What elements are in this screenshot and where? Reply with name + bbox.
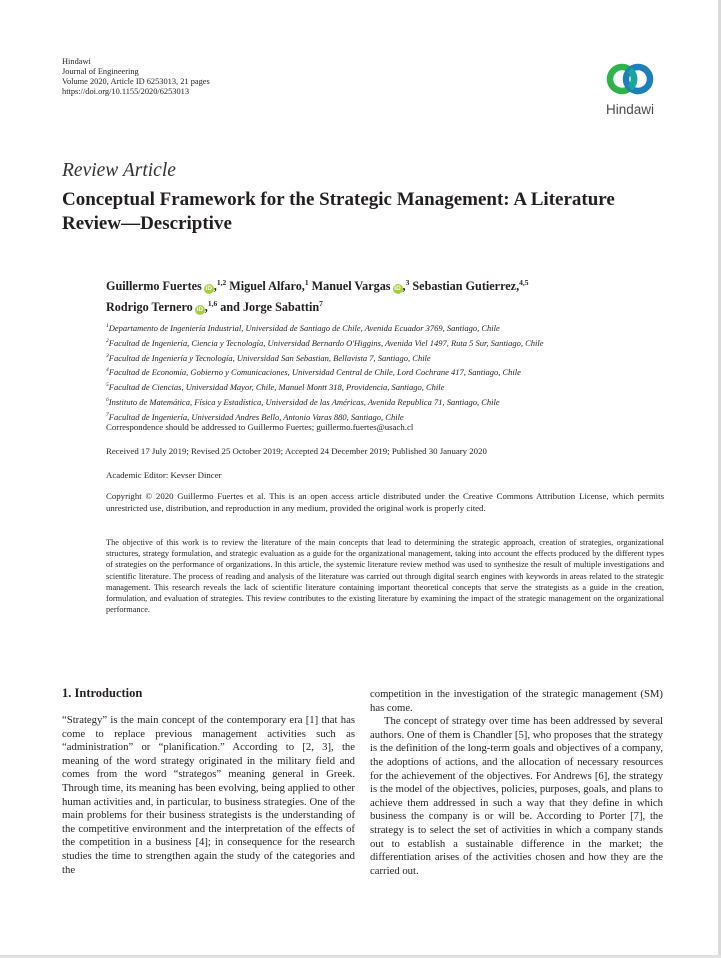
orcid-icon[interactable]: iD <box>394 285 401 293</box>
author-entry <box>220 300 323 314</box>
affiliation-number: 2 <box>106 337 109 344</box>
section-heading: 1. Introduction <box>62 686 143 700</box>
correspondence-line: Correspondence should be addressed to Guillermo Fuertes; guillermo.fuertes@usach.cl <box>106 422 414 432</box>
affiliation-number: 5 <box>106 382 109 389</box>
hindawi-logo <box>600 58 660 120</box>
affiliation-text: Facultad de Ingeniería y Tecnología, Universidad San Sebastian, Bellavista 7, Santiago, Chile <box>108 352 431 363</box>
body-column-right <box>370 688 663 878</box>
author-name[interactable]: Guillermo Fuertes <box>106 279 202 294</box>
affiliation-number: 7 <box>106 411 109 418</box>
author-affiliation-ref: 7 <box>319 299 323 309</box>
affiliation-text: Instituto de Matemática, Física y Estadística, Universidad de las Américas, Avenida Republica 71, Santiago, Chile <box>108 396 500 407</box>
author-affiliation-ref: 4,5 <box>519 278 529 287</box>
author-name[interactable]: Manuel Vargas <box>311 279 391 294</box>
author-affiliation-ref: 1,2 <box>216 278 227 287</box>
affiliation-list <box>106 320 686 424</box>
author-name[interactable]: Sebastian Gutierrez, <box>412 279 520 294</box>
author-entry <box>412 279 528 293</box>
dates-line: Received 17 July 2019; Revised 25 October 2019; Accepted 24 December 2019; Published 30 January 2020 <box>106 446 487 456</box>
author-entry <box>229 279 311 293</box>
affiliation-number: 3 <box>106 352 109 359</box>
body-paragraph: “Strategy” is the main concept of the contemporary era [1] that has come to replace previous management activities such as “administration” or “planification.” According to [2, 3], the meaning of the word strategy originated in the military field and comes from the word “strategos” meaning general in Greek. Through time, its meaning has been evolving, being applied to other human activities and, in particular, to business strategies. One of the main problems for their business strategists is the understanding of the competitive environment and the interpretation of the effects of the competition in a business [4]; in consequence for the research studies the time to strengthen again the study of the categories and the <box>62 714 355 876</box>
abstract: The objective of this work is to review the literature of the main concepts that lead to determining the strategic approach, creation of strategies, organizational structures, strategy formulation, and strategic evaluation as a guide for the organizational management, taking into account the effects produced by the different types of strategies on the performance of organizations. In this article, the systemic literature review method was used to synthesize the result of multiple investigations and scientific literature. The process of reading and analysis of the literature was carried out through digital search engines with keywords in areas related to the strategic management. This research reveals the lack of scientific literature containing important theoretical concepts that serve the strategists as a guide in the creation, formulation, and evaluation of strategies. This review contributes to the existing literature by examining the impact of the strategic management on the organizational performance. <box>106 538 664 615</box>
doi-link[interactable]: https://doi.org/10.1155/2020/6253013 <box>62 87 190 96</box>
author-entry: Rodrigo Ternero iD ,$^{1,6}$ <box>106 299 218 315</box>
academic-editor: Academic Editor: Kevser Dincer <box>106 470 222 480</box>
affiliation-item <box>106 394 686 409</box>
author-entry: Guillermo Fuertes iD ,$^{1,2}$ <box>106 278 227 294</box>
affiliation-text: Facultad de Ingeniería, Ciencia y Tecnología, Universidad Bernardo O'Higgins, Avenida Viel 1497, Ruta 5 Sur, Santiago, Chile <box>108 337 544 348</box>
author-name[interactable]: Miguel Alfaro, <box>229 279 305 294</box>
affiliation-item <box>106 350 686 365</box>
affiliation-text: Facultad de Ciencias, Universidad Mayor, Chile, Manuel Montt 318, Providencia, Santiago, Chile <box>108 382 445 393</box>
affiliation-item <box>106 320 686 335</box>
author-entry: Manuel Vargas iD ,$^3$ <box>311 278 410 294</box>
affiliation-number: 4 <box>106 367 109 374</box>
author-affiliation-ref: 1 <box>304 278 309 287</box>
orcid-icon[interactable]: iD <box>205 285 213 293</box>
affiliation-number: 1 <box>106 323 109 329</box>
journal-name: Journal of Engineering <box>62 67 139 76</box>
author-affiliation-ref: 1,6 <box>207 299 218 309</box>
hindawi-logo-icon <box>606 58 654 100</box>
affiliation-text: Departamento de Ingeniería Industrial, Universidad de Santiago de Chile, Avenida Ecuador 3769, Santiago, Chile <box>108 322 500 333</box>
affiliation-text: Facultad de Economía, Gobierno y Comunicaciones, Universidad Central de Chile, Lord Cochrane 417, Santiago, Chile <box>108 367 521 378</box>
copyright-notice: Copyright © 2020 Guillermo Fuertes et al. This is an open access article distributed under the Creative Commons Attribution License, which permits unrestricted use, distribution, and reproduction in any medium, provided the original work is properly cited. <box>106 491 664 514</box>
body-paragraph: The concept of strategy over time has been addressed by several authors. One of them is Chandler [5], who proposes that the strategy is the definition of the long-term goals and objectives of a company, the adoptions of actions, and the allocation of necessary resources for the achievement of the objectives. For Andrews [6], the strategy is the model of the objectives, policies, purposes, goals, and plans to achieve them addressed in such a way that they define in which business the company is or will be. According to Porter [7], the strategy is to select the set of activities in which a company stands out to establish a sustainable difference in the market; the differentiation arises of the activities chosen and how they are the carried out. <box>370 715 663 877</box>
logo-wordmark: Hindawi <box>605 102 655 117</box>
affiliation-number: 6 <box>106 397 109 404</box>
author-list <box>106 274 666 316</box>
article-type: Review Article <box>62 160 176 181</box>
affiliation-item <box>106 364 686 379</box>
author-affiliation-ref: 3 <box>405 278 410 287</box>
author-name[interactable]: Rodrigo Ternero <box>106 300 193 315</box>
volume-info: Volume 2020, Article ID 6253013, 21 pages <box>62 77 210 86</box>
publisher-name: Hindawi <box>62 57 91 66</box>
body-paragraph: competition in the investigation of the strategic management (SM) has come. <box>370 688 663 714</box>
article-title: Conceptual Framework for the Strategic Management: A Literature Review—Descriptive <box>62 189 615 234</box>
body-column-left <box>62 714 355 877</box>
affiliation-item <box>106 379 686 394</box>
orcid-icon[interactable]: iD <box>196 306 204 314</box>
author-name[interactable]: and Jorge Sabattin <box>220 300 320 315</box>
affiliation-text: Facultad de Ingeniería, Universidad Andres Bello, Antonio Varas 880, Santiago, Chile <box>108 411 404 422</box>
affiliation-item <box>106 335 686 350</box>
journal-meta <box>62 57 210 97</box>
